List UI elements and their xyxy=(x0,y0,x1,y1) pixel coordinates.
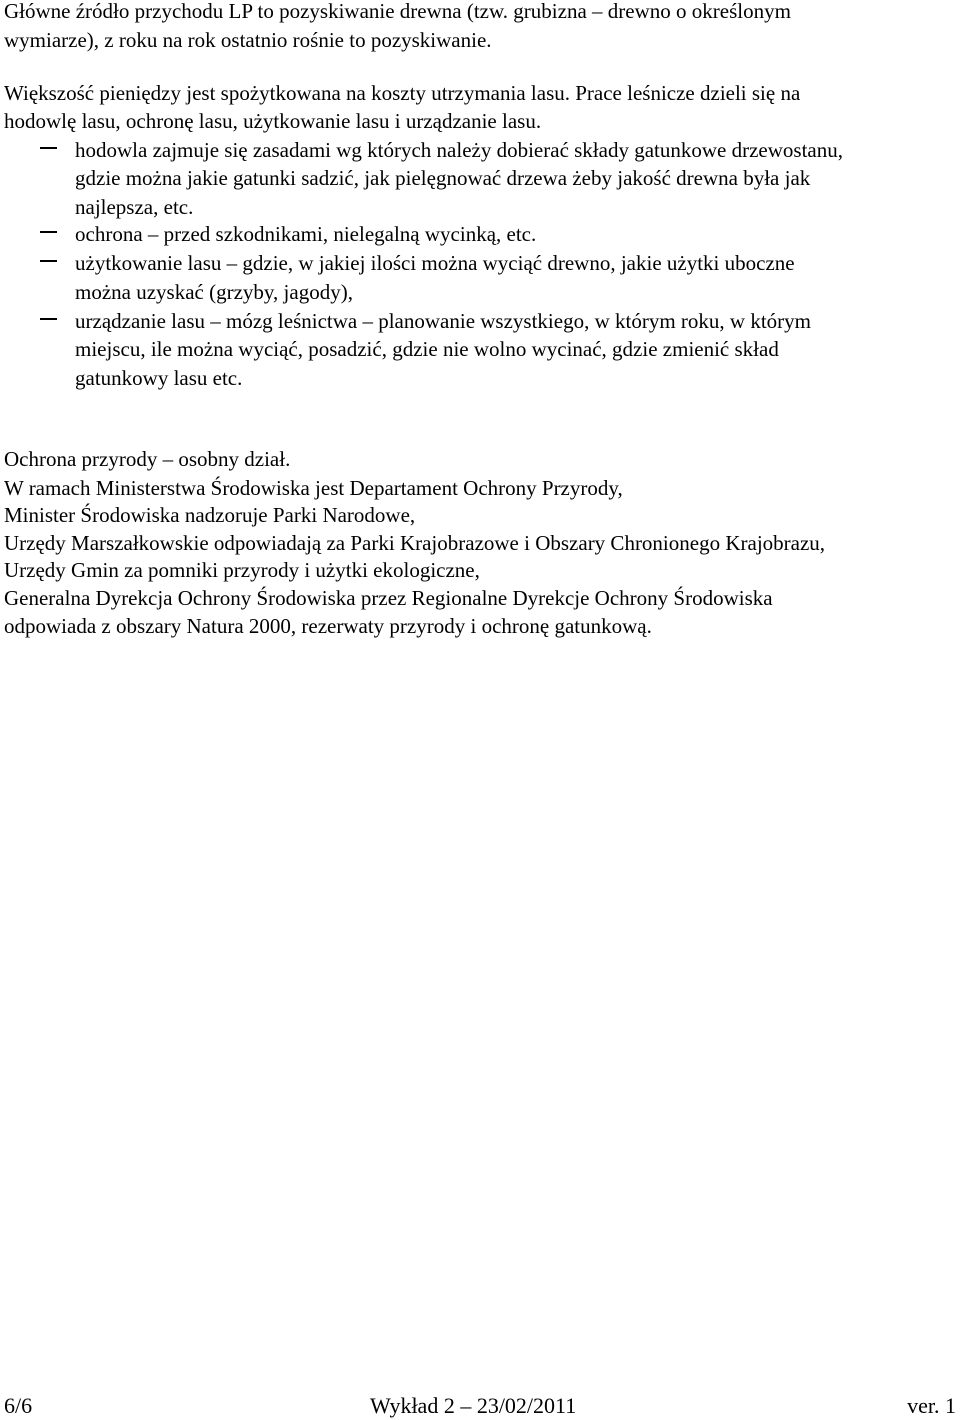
text-line: Urzędy Marszałkowskie odpowiadają za Parki Krajobrazowe i Obszary Chronionego Krajobrazu, xyxy=(4,531,826,555)
text-line: Większość pieniędzy jest spożytkowana na koszty utrzymania lasu. Prace leśnicze dzieli się na xyxy=(4,81,801,105)
text-line: Urzędy Gmin za pomniki przyrody i użytki ekologiczne, xyxy=(4,558,480,582)
text-line: Ochrona przyrody – osobny dział. xyxy=(4,447,291,471)
bullet-line: urządzanie lasu – mózg leśnictwa – planowanie wszystkiego, w którym roku, w którym xyxy=(75,309,811,333)
text-line: W ramach Ministerstwa Środowiska jest Departament Ochrony Przyrody, xyxy=(4,476,623,500)
bullet-line: można uzyskać (grzyby, jagody), xyxy=(75,280,353,304)
footer-version: ver. 1 xyxy=(907,1393,956,1418)
bullet-line: gdzie można jakie gatunki sadzić, jak pielęgnować drzewa żeby jakość drewna była jak xyxy=(75,166,811,190)
bullet-dash-icon xyxy=(40,231,57,233)
bullet-line: ochrona – przed szkodnikami, nielegalną wycinką, etc. xyxy=(75,222,537,246)
text-line: Generalna Dyrekcja Ochrony Środowiska przez Regionalne Dyrekcje Ochrony Środowiska xyxy=(4,586,773,610)
page-number: 6/6 xyxy=(4,1393,33,1418)
bullet-line: najlepsza, etc. xyxy=(75,195,194,219)
text-line: wymiarze), z roku na rok ostatnio rośnie to pozyskiwanie. xyxy=(4,28,492,52)
bullet-dash-icon xyxy=(40,318,57,320)
text-line: odpowiada z obszary Natura 2000, rezerwaty przyrody i ochronę gatunkową. xyxy=(4,614,652,638)
bullet-line: gatunkowy lasu etc. xyxy=(75,366,243,390)
footer-title: Wykład 2 – 23/02/2011 xyxy=(370,1393,577,1418)
text-line: Minister Środowiska nadzoruje Parki Narodowe, xyxy=(4,503,416,527)
bullet-line: miejscu, ile można wyciąć, posadzić, gdzie nie wolno wycinać, gdzie zmienić skład xyxy=(75,337,779,361)
text-line: Główne źródło przychodu LP to pozyskiwanie drewna (tzw. grubizna – drewno o określonym xyxy=(4,0,791,23)
bullet-line: użytkowanie lasu – gdzie, w jakiej ilości można wyciąć drewno, jakie użytki uboczne xyxy=(75,251,795,275)
bullet-line: hodowla zajmuje się zasadami wg których należy dobierać składy gatunkowe drzewostanu, xyxy=(75,138,843,162)
text-line: hodowlę lasu, ochronę lasu, użytkowanie lasu i urządzanie lasu. xyxy=(4,109,542,133)
bullet-dash-icon xyxy=(40,147,57,149)
bullet-dash-icon xyxy=(40,260,57,262)
